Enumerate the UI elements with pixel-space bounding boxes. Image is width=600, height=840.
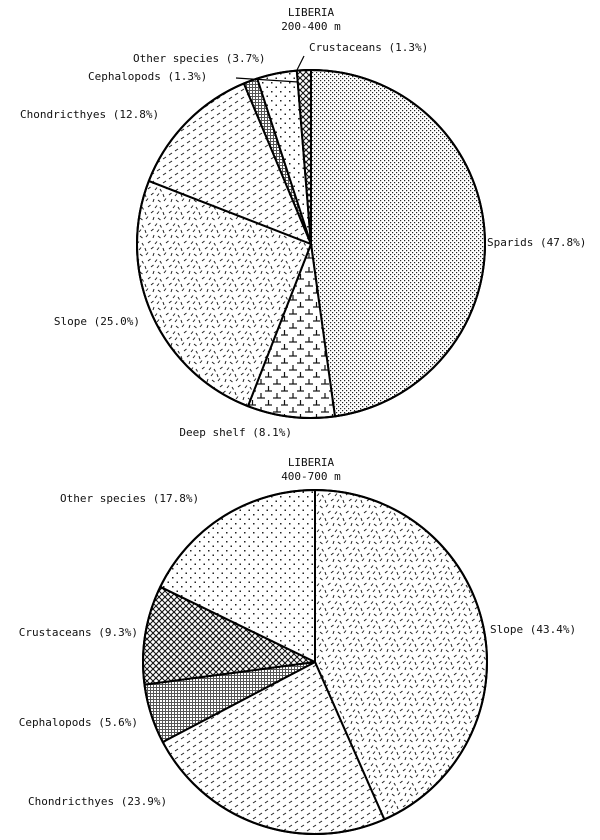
pie1-label-cephalopods: Cephalopods (1.3%) [88, 70, 208, 83]
pie2-label-other-species: Other species (17.8%) [60, 492, 200, 505]
pie1-label-slope: Slope (25.0%) [53, 315, 140, 328]
pie2-label-chondricthyes: Chondricthyes (23.9%) [28, 795, 168, 808]
pie1-label-chondricthyes: Chondricthyes (12.8%) [20, 108, 160, 121]
pie-chart-200-400m [20, 41, 586, 439]
chart1-title: LIBERIA [287, 6, 335, 19]
pie2-label-slope: Slope (43.4%) [490, 623, 577, 636]
pie1-slice-sparids [311, 70, 485, 416]
pie1-label-other-species: Other species (3.7%) [133, 52, 266, 65]
pie2-label-cephalopods: Cephalopods (5.6%) [18, 716, 138, 729]
pie1-label-crustaceans: Crustaceans (1.3%) [309, 41, 429, 54]
chart2-subtitle: 400-700 m [281, 470, 341, 483]
pie1-label-deep-shelf: Deep shelf (8.1%) [179, 426, 292, 439]
pie2-label-crustaceans: Crustaceans (9.3%) [18, 626, 138, 639]
chart1-subtitle: 200-400 m [281, 20, 341, 33]
chart2-title: LIBERIA [287, 456, 335, 469]
pie-chart-400-700m [19, 490, 576, 834]
pie1-label-sparids: Sparids (47.8%) [487, 236, 587, 249]
